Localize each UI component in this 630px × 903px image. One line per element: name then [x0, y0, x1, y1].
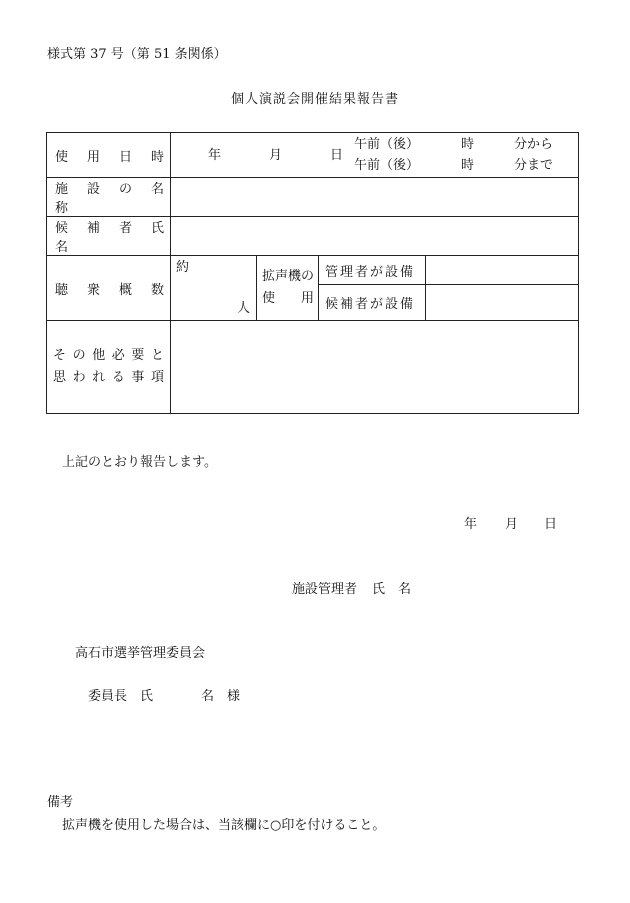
- other-matters-field[interactable]: [171, 321, 579, 414]
- candidate-equipment-mark[interactable]: [426, 285, 579, 321]
- usage-datetime-field[interactable]: [171, 133, 579, 178]
- notes-text: 拡声機を使用した場合は、当該欄に○印を付けること。: [62, 818, 386, 833]
- manager-equipment-mark[interactable]: [426, 256, 579, 285]
- row-other-matters: [47, 321, 579, 414]
- notes-heading: 備考: [47, 795, 74, 810]
- row-candidate-name: [47, 217, 579, 256]
- row-facility-name: [47, 178, 579, 217]
- label-facility-name: 施 設 の 名 称: [47, 178, 171, 217]
- loudspeaker-use-label: 拡声機の 使 用: [257, 256, 319, 321]
- row-audience-1: [47, 256, 579, 285]
- chair-title-label: 委員長 氏: [88, 689, 154, 704]
- label-other-matters: そ の 他 必 要 と 思 わ れ る 事 項: [47, 321, 171, 414]
- audience-count-field[interactable]: [171, 256, 257, 321]
- committee-name: 高石市選挙管理委員会: [75, 646, 206, 661]
- report-statement: 上記のとおり報告します。: [62, 455, 217, 470]
- label-candidate-name: 候 補 者 氏 名: [47, 217, 171, 256]
- end-hour-label: 時: [461, 158, 475, 173]
- candidate-name-field[interactable]: [171, 217, 579, 256]
- label-usage-datetime: 使 用 日 時: [47, 133, 171, 178]
- facility-manager-label: 施設管理者: [292, 582, 358, 597]
- report-year-label: 年: [464, 517, 478, 532]
- end-ampm-label: 午前（後）: [354, 158, 420, 173]
- facility-name-field[interactable]: [171, 178, 579, 217]
- row-usage-datetime: [47, 133, 579, 178]
- report-table: [46, 132, 579, 414]
- approx-label: 約: [176, 260, 190, 275]
- facility-manager-name-label: 氏 名: [372, 582, 412, 597]
- option-candidate-equipment: 候補者が設備: [319, 285, 426, 321]
- report-day-label: 日: [544, 517, 558, 532]
- label-audience-count: 聴 衆 概 数: [47, 256, 171, 321]
- option-manager-equipment: 管理者が設備: [319, 256, 426, 285]
- document-title: 個人演説会開催結果報告書: [230, 92, 399, 107]
- end-minute-label: 分まで: [514, 158, 554, 173]
- chair-name-suffix: 名 様: [201, 689, 241, 704]
- persons-unit-label: 人: [236, 301, 250, 316]
- start-ampm-label: 午前（後）: [354, 137, 420, 152]
- start-hour-label: 時: [461, 137, 475, 152]
- start-minute-label: 分から: [514, 137, 554, 152]
- date-day-label: 日: [330, 148, 344, 163]
- date-year-label: 年: [208, 148, 222, 163]
- form-number: 様式第 37 号（第 51 条関係）: [47, 47, 227, 62]
- date-month-label: 月: [269, 148, 283, 163]
- report-month-label: 月: [505, 517, 519, 532]
